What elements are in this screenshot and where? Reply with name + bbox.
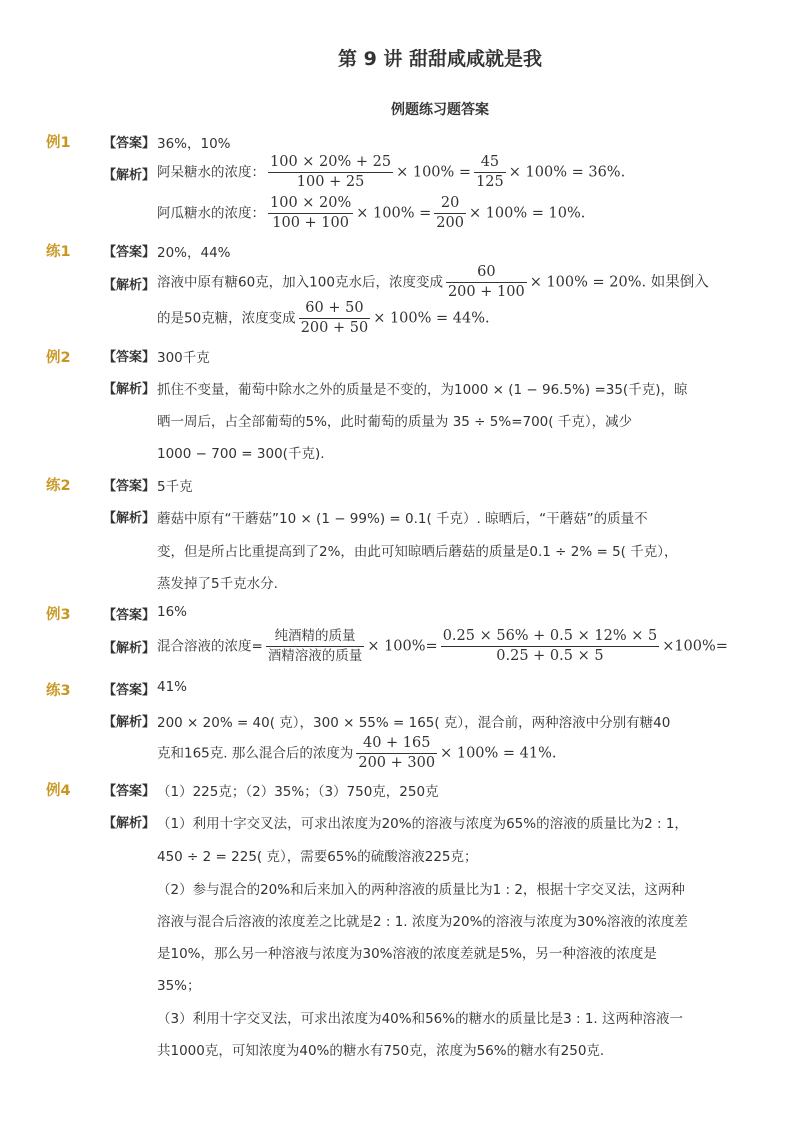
answer-tag: 【答案】 (103, 608, 156, 623)
answer-tag: 【答案】 (103, 245, 156, 260)
analysis-line: 抓住不变量，葡萄中除水之外的质量是不变的，为1000 × (1 − 96.5%) =35(千克)，晾 (157, 382, 688, 398)
analysis-line: 溶液中原有糖60克，加入100克水后，浓度变成 $\frac{60}{200 + 100}$ × 100% = 20%. 如果倒入 (157, 264, 709, 300)
question-label: 练1 (46, 244, 71, 260)
analysis-tag: 【解析】 (103, 715, 156, 730)
answer-text: 5千克 (157, 479, 193, 495)
question-label: 例3 (46, 607, 71, 623)
answer-tag: 【答案】 (103, 479, 156, 494)
answer-text: 41% (157, 679, 188, 695)
question-label: 例4 (46, 783, 71, 799)
answer-text: 20%，44% (157, 245, 231, 261)
question-label: 例1 (46, 135, 71, 151)
analysis-line: 晒一周后，占全部葡萄的5%，此时葡萄的质量为 35 ÷ 5%=700( 千克），减少 (157, 414, 633, 430)
section-subtitle: 例题练习题答案 (391, 102, 489, 118)
analysis-line: 共1000克，可知浓度为40%的糖水有750克，浓度为56%的糖水有250克. (157, 1043, 605, 1059)
answer-tag: 【答案】 (103, 683, 156, 698)
question-label: 练3 (46, 683, 71, 699)
analysis-line: 变，但是所占比重提高到了2%，由此可知晾晒后蘑菇的质量是0.1 ÷ 2% = 5( 千克）， (157, 544, 678, 560)
answer-text: 36%，10% (157, 136, 231, 152)
analysis-tag: 【解析】 (103, 168, 156, 183)
question-label: 例2 (46, 350, 71, 366)
question-label: 练2 (46, 478, 71, 494)
analysis-line: 蒸发掉了5千克水分. (157, 576, 278, 592)
analysis-tag: 【解析】 (103, 511, 156, 526)
answer-text: 300千克 (157, 350, 210, 366)
analysis-line: 的是50克糖，浓度变成 $\frac{60 + 50}{200 + 50}$ × 100% = 44%. (157, 300, 490, 336)
answer-text: （1）225克；（2）35%；（3）750克，250克 (157, 784, 439, 800)
analysis-line: 溶液与混合后溶液的浓度差之比就是2 : 1. 浓度为20%的溶液与浓度为30%溶液的浓度差 (157, 914, 688, 930)
analysis-line: 200 × 20% = 40( 克），300 × 55% = 165( 克），混合前，两种溶液中分别有糖40 (157, 715, 671, 731)
analysis-line: 是10%，那么另一种溶液与浓度为30%溶液的浓度差就是5%，另一种溶液的浓度是 (157, 946, 657, 962)
analysis-line: 1000 − 700 = 300(千克). (157, 446, 325, 462)
analysis-line: 混合溶液的浓度= $\frac{\text{纯酒精的质量}}{\text{酒精溶液的质量}}$ × 100%= $\frac{0.25 \times 56\% + 0.5 \times 12\% \times 5}{0.25 + 0.5 \times 5}$ ×100%= (157, 628, 728, 664)
analysis-line: 35%； (157, 978, 201, 994)
analysis-line: （1）利用十字交叉法，可求出浓度为20%的溶液与浓度为65%的溶液的质量比为2 : 1， (157, 816, 688, 832)
analysis-tag: 【解析】 (103, 382, 156, 397)
analysis-line: 阿瓜糖水的浓度： $\frac{100 \times 20\%}{100 + 100}$ × 100% = $\frac{20}{200}$ × 100% = 10%. (157, 195, 586, 231)
analysis-line: 克和165克. 那么混合后的浓度为 $\frac{40 + 165}{200 + 300}$ × 100% = 41%. (157, 735, 557, 771)
analysis-tag: 【解析】 (103, 816, 156, 831)
analysis-line: 蘑菇中原有“干蘑菇”10 × (1 − 99%) = 0.1( 千克）. 晾晒后，“干蘑菇”的质量不 (157, 511, 648, 527)
analysis-line: （2）参与混合的20%和后来加入的两种溶液的质量比为1 : 2，根据十字交叉法，这两种 (157, 882, 685, 898)
analysis-tag: 【解析】 (103, 641, 156, 656)
analysis-line: （3）利用十字交叉法，可求出浓度为40%和56%的糖水的质量比是3 : 1. 这两种溶液一 (157, 1011, 683, 1027)
analysis-line: 阿呆糖水的浓度： $\frac{100 \times 20\% + 25}{100 + 25}$ × 100% = $\frac{45}{125}$ × 100% = 36%. (157, 154, 626, 190)
answer-tag: 【答案】 (103, 136, 156, 151)
page-title: 第 9 讲 甜甜咸咸就是我 (337, 48, 543, 70)
analysis-line: 450 ÷ 2 = 225( 克），需要65%的硫酸溶液225克； (157, 849, 478, 865)
answer-tag: 【答案】 (103, 350, 156, 365)
answer-tag: 【答案】 (103, 784, 156, 799)
analysis-tag: 【解析】 (103, 278, 156, 293)
answer-text: 16% (157, 604, 188, 620)
